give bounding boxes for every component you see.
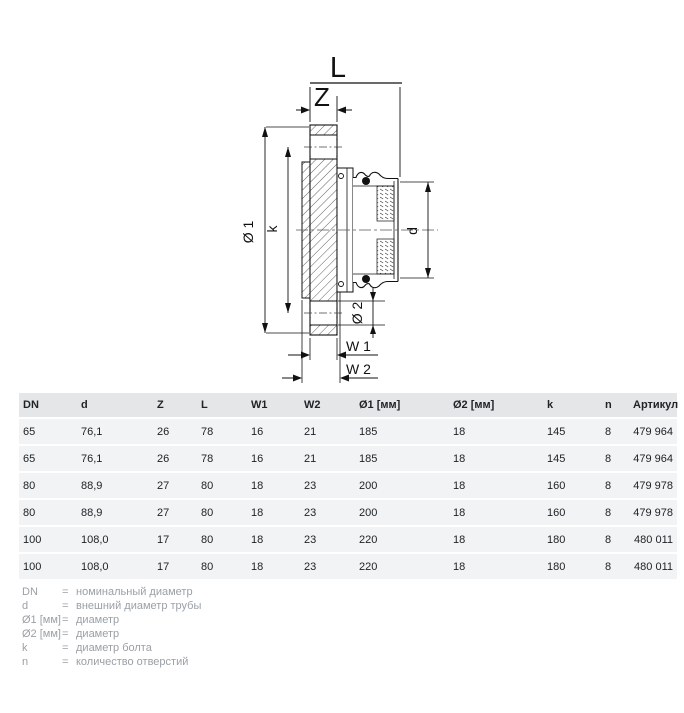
table-row [19, 419, 677, 444]
spec-table [19, 393, 677, 581]
legend-item [22, 627, 201, 641]
table-cell: 26 [157, 425, 170, 438]
table-row [19, 527, 677, 552]
legend-abbr: n [22, 656, 29, 668]
table-cell: 200 [359, 506, 378, 519]
table-body [19, 419, 677, 579]
table-cell: 80 [23, 479, 36, 492]
legend-item [22, 641, 201, 655]
table-cell: 479 978 [633, 506, 673, 519]
table-cell: 8 [605, 506, 612, 519]
table-cell: 160 [547, 506, 566, 519]
table-cell: 65 [23, 425, 36, 438]
table-cell: 80 [201, 560, 214, 573]
table-cell: 18 [251, 533, 264, 546]
table-cell: 18 [251, 506, 264, 519]
legend-eq: = [62, 628, 69, 640]
dim-label-w2: W 2 [346, 361, 371, 377]
dim-label-dia1: Ø 1 [240, 220, 256, 244]
dimension-k [264, 147, 291, 313]
table-cell: 8 [605, 425, 612, 438]
legend-eq: = [62, 614, 69, 626]
table-cell: 18 [453, 479, 466, 492]
seal-circle-bottom [339, 282, 344, 287]
dim-label-dia2: Ø 2 [349, 301, 365, 325]
legend-abbr: k [22, 642, 28, 654]
table-cell: 27 [157, 506, 170, 519]
legend-eq: = [62, 586, 69, 598]
legend-text: диаметр [76, 628, 120, 640]
table-cell: 108,0 [81, 560, 109, 573]
dim-label-d: d [404, 227, 420, 235]
table-cell: 108,0 [81, 533, 109, 546]
table-cell: 18 [453, 533, 466, 546]
table-cell: 23 [304, 533, 317, 546]
table-cell: 220 [359, 560, 378, 573]
table-cell: 17 [157, 560, 170, 573]
table-cell: 220 [359, 533, 378, 546]
table-cell: 21 [304, 425, 317, 438]
table-cell: 26 [157, 452, 170, 465]
legend-text: диаметр болта [76, 642, 152, 654]
dimension-dia2 [338, 288, 385, 338]
table-cell: 76,1 [81, 452, 103, 465]
table-cell: 480 011 [634, 533, 673, 546]
table-cell: 180 [547, 533, 566, 546]
legend-eq: = [62, 642, 69, 654]
table-cell: 17 [157, 533, 170, 546]
column-header: W1 [251, 399, 268, 411]
column-header: L [201, 399, 208, 411]
table-cell: 180 [547, 560, 566, 573]
table-cell: 16 [251, 452, 264, 465]
table-cell: 16 [251, 425, 264, 438]
table-cell: 100 [23, 533, 42, 546]
table-cell: 78 [201, 452, 214, 465]
table-row [19, 446, 677, 471]
table-cell: 21 [304, 452, 317, 465]
column-header: d [81, 399, 88, 411]
table-cell: 88,9 [81, 479, 103, 492]
table-cell: 145 [547, 425, 566, 438]
table-cell: 185 [359, 452, 378, 465]
table-cell: 80 [23, 506, 36, 519]
legend-text: диаметр [76, 614, 120, 626]
table-cell: 88,9 [81, 506, 103, 519]
legend-text: количество отверстий [76, 656, 189, 668]
legend-abbr: DN [22, 586, 38, 598]
table-cell: 78 [201, 425, 214, 438]
table-cell: 160 [547, 479, 566, 492]
legend-abbr: Ø2 [мм] [22, 628, 61, 640]
table-cell: 479 978 [633, 479, 673, 492]
table-cell: 80 [201, 506, 214, 519]
o-ring-dot-top [362, 177, 370, 185]
legend-text: внешний диаметр трубы [76, 600, 202, 612]
table-cell: 145 [547, 452, 566, 465]
table-cell: 8 [605, 479, 612, 492]
table-cell: 18 [453, 560, 466, 573]
legend-text: номинальный диаметр [76, 586, 193, 598]
column-header: W2 [304, 399, 321, 411]
table-cell: 18 [453, 452, 466, 465]
table-cell: 8 [605, 560, 612, 573]
table-cell: 23 [304, 560, 317, 573]
table-cell: 23 [304, 506, 317, 519]
table-header-row [19, 393, 677, 417]
column-header: n [605, 399, 612, 411]
table-cell: 18 [251, 479, 264, 492]
legend-eq: = [62, 656, 69, 668]
legend-item [22, 599, 201, 613]
legend-eq: = [62, 600, 69, 612]
dim-label-L: L [329, 52, 347, 84]
table-row [19, 554, 677, 579]
column-header: Ø2 [мм] [453, 399, 495, 411]
seal-circle-top [339, 174, 344, 179]
dim-label-w1: W 1 [346, 338, 371, 354]
table-cell: 185 [359, 425, 378, 438]
legend [22, 585, 201, 669]
table-cell: 80 [201, 479, 214, 492]
table-cell: 480 011 [634, 560, 673, 573]
table-cell: 479 964 [633, 425, 673, 438]
table-row [19, 500, 677, 525]
column-header: Ø1 [мм] [359, 399, 401, 411]
table-cell: 200 [359, 479, 378, 492]
table-cell: 80 [201, 533, 214, 546]
table-cell: 8 [605, 533, 612, 546]
table-cell: 18 [453, 506, 466, 519]
table-cell: 23 [304, 479, 317, 492]
column-header: DN [23, 399, 39, 411]
dim-label-k: k [264, 225, 280, 233]
table-cell: 65 [23, 452, 36, 465]
legend-item [22, 585, 201, 599]
dimension-w1 [288, 338, 378, 360]
column-header: Z [157, 399, 164, 411]
dim-label-Z: Z [314, 82, 330, 112]
column-header: k [547, 399, 554, 411]
legend-abbr: d [22, 600, 29, 612]
o-ring-dot-bottom [362, 275, 370, 283]
legend-item [22, 613, 201, 627]
grip-zone-bottom [377, 239, 394, 274]
table-cell: 479 964 [633, 452, 673, 465]
table-cell: 18 [251, 560, 264, 573]
table-cell: 18 [453, 425, 466, 438]
legend-abbr: Ø1 [мм] [22, 614, 61, 626]
table-cell: 100 [23, 560, 42, 573]
table-cell: 27 [157, 479, 170, 492]
table-row [19, 473, 677, 498]
table-cell: 76,1 [81, 425, 103, 438]
column-header: Артикул [633, 399, 679, 411]
grip-zone-top [377, 186, 394, 221]
legend-item [22, 655, 201, 669]
table-cell: 8 [605, 452, 612, 465]
